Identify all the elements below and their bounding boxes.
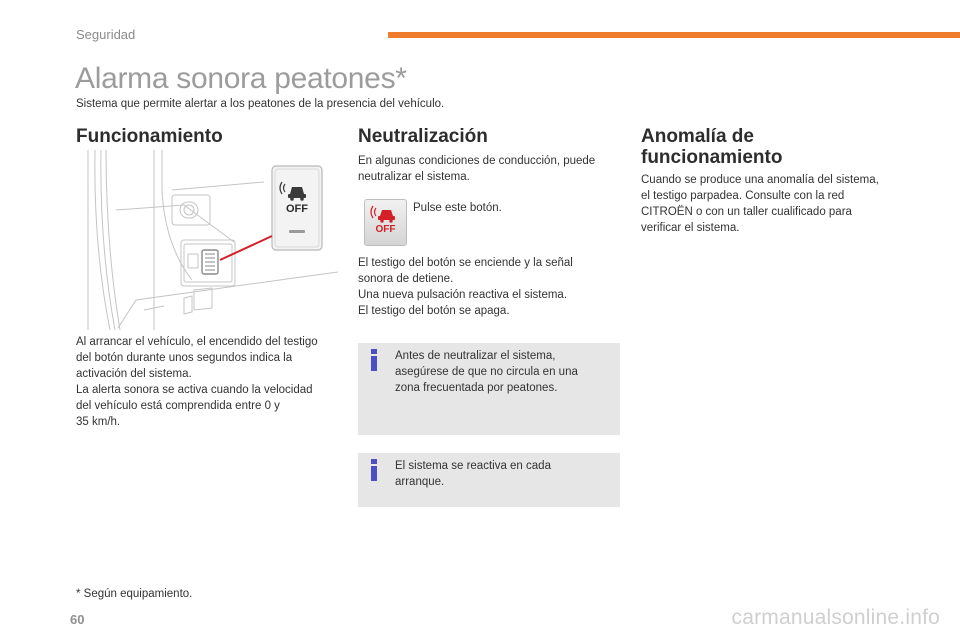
anomalia-text: Cuando se produce una anomalía del sistema, el testigo parpadea. Consulte con la red CITROËN o con un taller cualificado para verificar el sistema. [641,174,879,234]
heading-anomalia: Anomalía de funcionamiento [641,126,783,168]
press-instruction: Pulse este botón. [413,202,502,214]
dashboard-illustration [84,150,338,330]
page-number: 60 [70,612,85,627]
footnote: * Según equipamiento. [76,588,193,600]
heading-funcionamiento: Funcionamiento [76,126,223,147]
off-button-image [364,199,407,246]
info-icon [370,459,378,481]
header-accent-bar [388,32,960,38]
heading-neutralizacion: Neutralización [358,126,488,147]
info-box-warning [358,343,620,435]
info-icon [370,349,378,371]
neutralizacion-intro: En algunas condiciones de conducción, puede neutralizar el sistema. [358,155,596,183]
pedestrian-car-red-icon [365,200,406,245]
info-box-reactivation-text: El sistema se reactiva en cada arranque. [395,460,551,488]
section-label: Seguridad [76,27,136,42]
info-box-warning-text: Antes de neutralizar el sistema, asegúrese de que no circula en una zona frecuentada por peatones. [395,350,578,394]
watermark: carmanualsonline.info [731,606,940,629]
info-box-reactivation [358,453,620,507]
funcionamiento-text: Al arrancar el vehículo, el encendido del testigo del botón durante unos segundos indica la activación del sistema. La alerta sonora se activa cuando la velocidad del vehículo está comprendida entre 0 y 35 km/h. [76,336,318,428]
neutralizacion-after: El testigo del botón se enciende y la señal sonora de detiene. Una nueva pulsación reactiva el sistema. El testigo del botón se apaga. [358,257,573,317]
page-title: Alarma sonora peatones* [75,62,407,95]
off-label: OFF [375,224,396,235]
page-subtitle: Sistema que permite alertar a los peatones de la presencia del vehículo. [76,98,445,110]
off-label-illustration: OFF [286,203,308,215]
